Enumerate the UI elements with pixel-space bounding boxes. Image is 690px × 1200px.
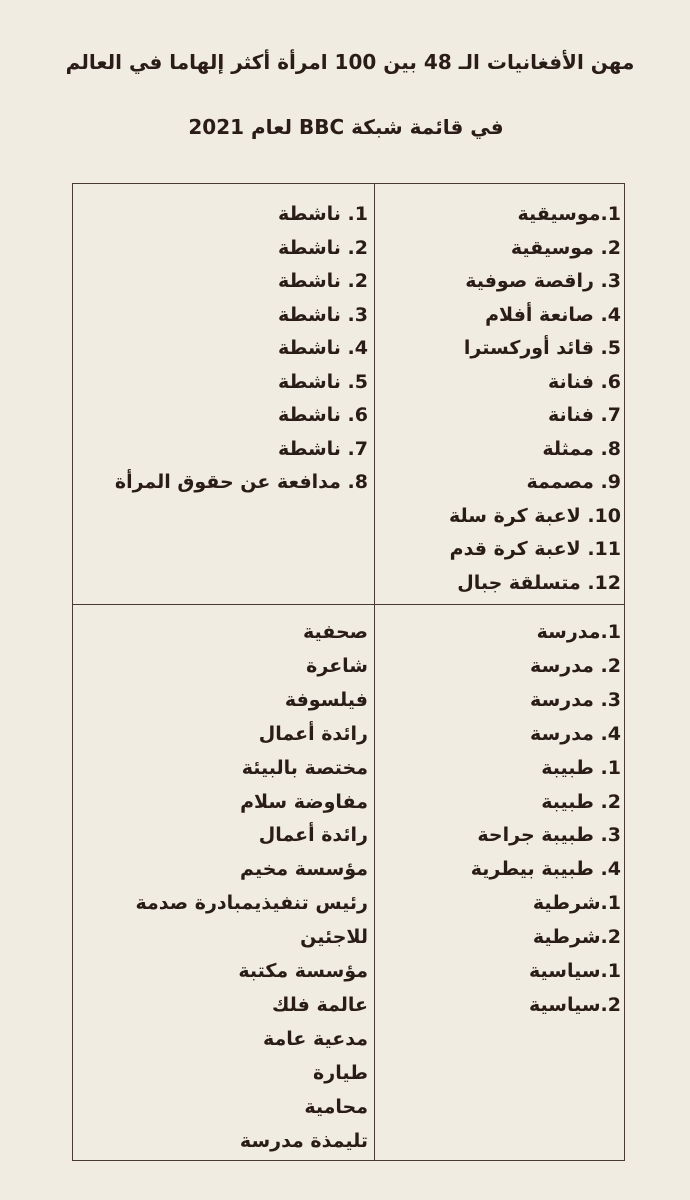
list-item-other: رئيس تنفيذيمبادرة صدمة للاجئين <box>135 892 368 949</box>
list-item-arts-sports: 8. ممثلة <box>542 437 621 460</box>
list-item-profession: 1.شرطية <box>532 892 621 915</box>
list-item-other: فيلسوفة <box>284 688 368 711</box>
list-item-activist: 7. ناشطة <box>277 437 368 460</box>
list-item-arts-sports: 4. صانعة أفلام <box>485 303 621 326</box>
list-item-other: مختصة بالبيئة <box>241 756 368 779</box>
list-item-profession: 2. طبيبة <box>541 790 621 813</box>
list-item-other: رائدة أعمال <box>258 722 368 745</box>
list-item-other: طيارة <box>313 1061 368 1084</box>
list-item-other: شاعرة <box>306 654 368 677</box>
list-item-arts-sports: 11. لاعبة كرة قدم <box>449 538 621 560</box>
title-line-2: في قائمة شبكة BBC لعام 2021 <box>188 115 504 139</box>
list-item-arts-sports: 9. مصممة <box>526 471 621 493</box>
title-line-1: مهن الأفغانيات الـ 48 بين 100 امرأة أكثر إلهاما في العالم <box>65 50 635 74</box>
list-item-other: مؤسسة مخيم <box>240 858 368 881</box>
list-item-activist: 4. ناشطة <box>277 337 368 359</box>
list-item-activist: 6. ناشطة <box>277 404 368 426</box>
list-item-arts-sports: 6. فنانة <box>547 370 621 393</box>
list-item-activist: 2. ناشطة <box>277 270 368 292</box>
list-item-profession: 4. مدرسة <box>530 722 621 745</box>
list-item-profession: 3. طبيبة جراحة <box>477 824 621 847</box>
list-item-other: رائدة أعمال <box>258 824 368 847</box>
list-item-other: تليمذة مدرسة <box>239 1129 368 1152</box>
list-item-profession: 2.سياسية <box>529 993 621 1016</box>
list-item-other: صحفية <box>302 621 368 643</box>
list-item-activist: 1. ناشطة <box>277 203 368 225</box>
cell-activists <box>78 198 368 500</box>
list-item-arts-sports: 10. لاعبة كرة سلة <box>449 504 621 527</box>
list-item-activist: 3. ناشطة <box>277 303 368 326</box>
list-item-arts-sports: 7. فنانة <box>547 404 621 426</box>
list-item-activist: 8. مدافعة عن حقوق المرأة <box>114 471 368 493</box>
list-item-activist: 2. ناشطة <box>277 236 368 259</box>
list-item-profession: 1.مدرسة <box>536 621 621 643</box>
table-horizontal-divider <box>73 604 624 605</box>
list-item-other: عالمة فلك <box>271 993 368 1016</box>
list-item-profession: 1. طبيبة <box>541 756 621 779</box>
list-item-profession: 3. مدرسة <box>530 688 621 711</box>
list-item-profession: 4. طبيبة بيطرية <box>470 858 621 881</box>
cell-other-professions <box>78 616 368 1159</box>
professions-table <box>72 183 625 1161</box>
list-item-arts-sports: 5. قائد أوركسترا <box>463 337 621 359</box>
list-item-profession: 1.سياسية <box>529 960 621 983</box>
list-item-other: مفاوضة سلام <box>240 790 368 813</box>
list-item-arts-sports: 3. راقصة صوفية <box>465 270 621 292</box>
list-item-arts-sports: 12. متسلقة جبال <box>457 571 621 594</box>
list-item-arts-sports: 2. موسيقية <box>510 236 621 259</box>
list-item-profession: 2.شرطية <box>532 926 621 949</box>
cell-teachers-doctors-police-politicians <box>331 616 621 1023</box>
list-item-other: مؤسسة مكتبة <box>238 960 368 983</box>
list-item-activist: 5. ناشطة <box>277 370 368 393</box>
list-item-other: مدعية عامة <box>262 1027 368 1050</box>
list-item-arts-sports: 1.موسيقية <box>517 203 621 225</box>
list-item-profession: 2. مدرسة <box>530 654 621 677</box>
list-item-other: محامية <box>304 1095 368 1118</box>
cell-arts-sports <box>331 198 621 600</box>
